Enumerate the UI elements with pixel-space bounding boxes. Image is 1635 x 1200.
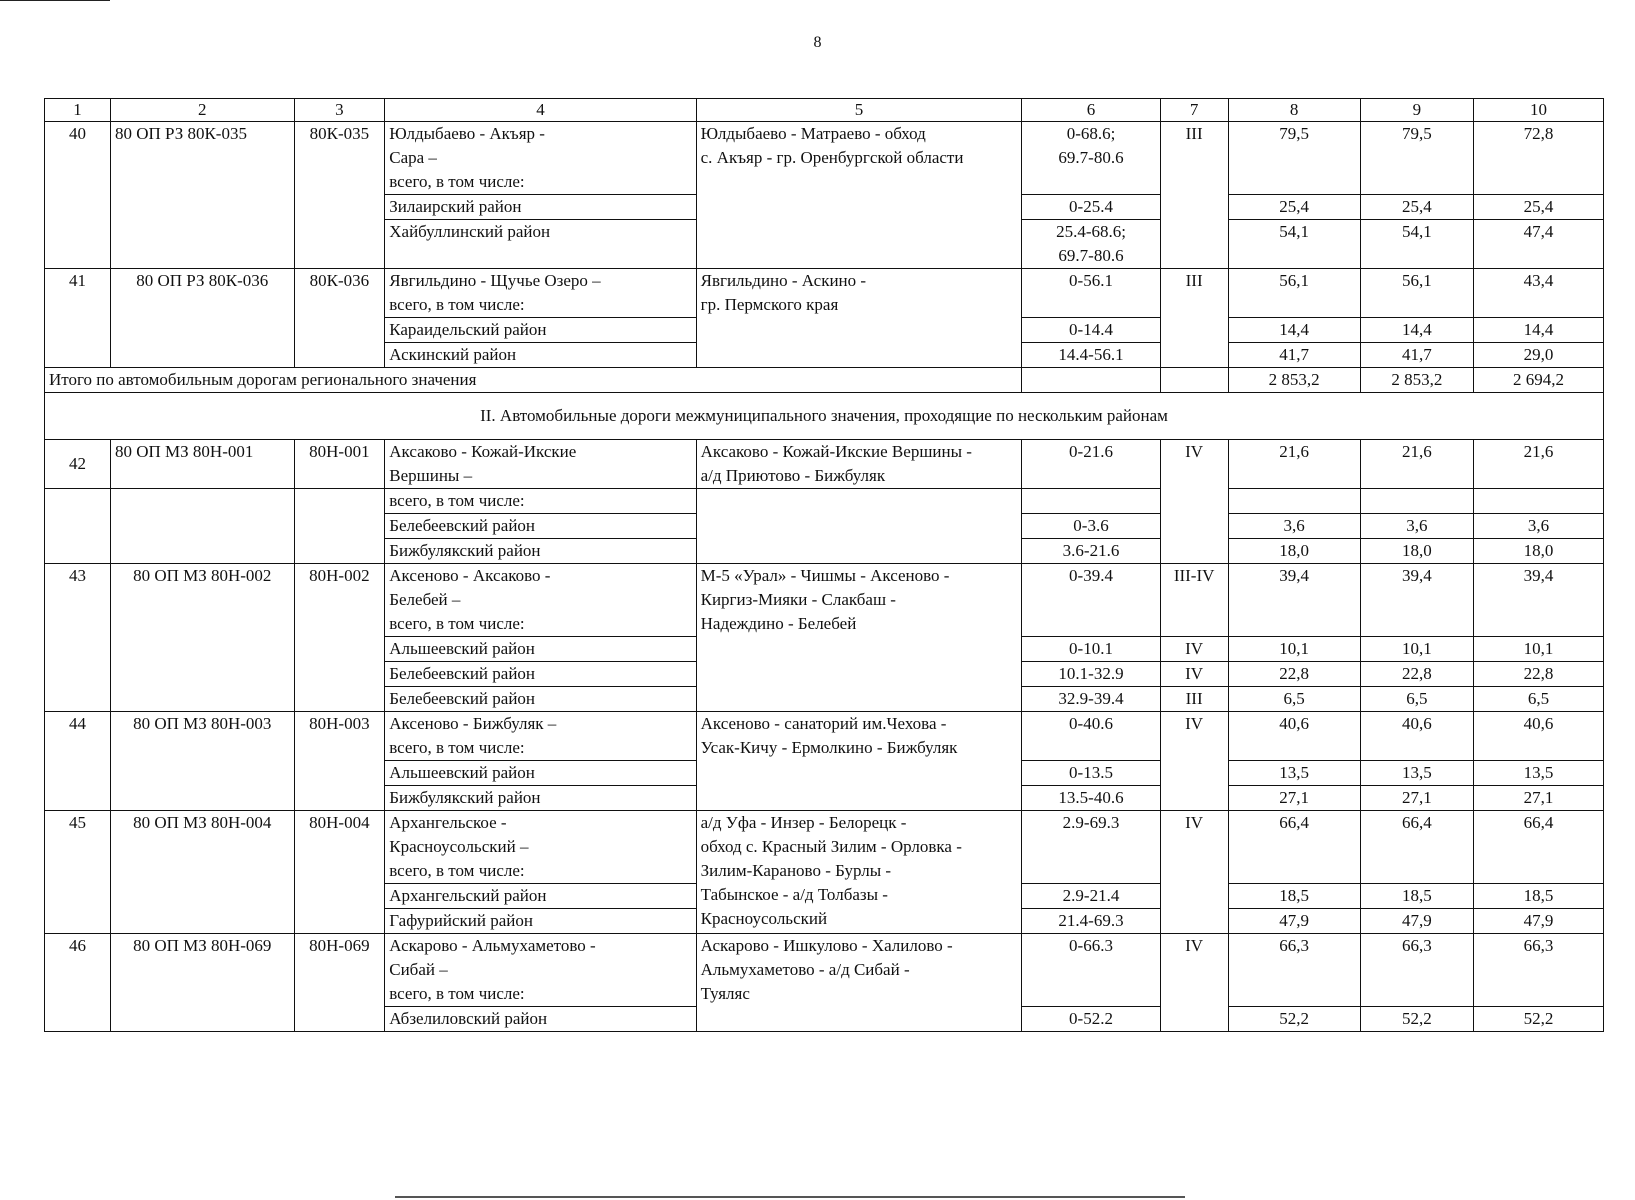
- road-code: 80Н-069: [294, 934, 385, 1032]
- district-col9: 14,4: [1360, 318, 1473, 343]
- district-col8: 47,9: [1228, 909, 1360, 934]
- district-name: Альшеевский район: [385, 761, 696, 786]
- district-col8: 14,4: [1228, 318, 1360, 343]
- district-name: Белебеевский район: [385, 514, 696, 539]
- district-col9: 27,1: [1360, 786, 1473, 811]
- road-number: 42: [45, 440, 111, 489]
- header-cell: 10: [1474, 99, 1604, 122]
- district-km: 2.9-21.4: [1022, 884, 1160, 909]
- district-col10: 18,5: [1474, 884, 1604, 909]
- length-col9: 21,6: [1360, 440, 1473, 489]
- road-km: 0-39.4: [1022, 564, 1160, 637]
- section-row: [45, 393, 1604, 440]
- district-col8: 54,1: [1228, 220, 1360, 269]
- empty-cell: [1474, 489, 1604, 514]
- section-heading: II. Автомобильные дороги межмуниципального значения, проходящие по нескольким районам: [45, 393, 1604, 440]
- table-row: [45, 440, 1604, 489]
- total-col8: 2 853,2: [1228, 368, 1360, 393]
- district-km: 0-3.6: [1022, 514, 1160, 539]
- length-col9: 40,6: [1360, 712, 1473, 761]
- district-col9: 47,9: [1360, 909, 1473, 934]
- length-total: 40,6: [1228, 712, 1360, 761]
- district-km: 13.5-40.6: [1022, 786, 1160, 811]
- total-col9: 2 853,2: [1360, 368, 1473, 393]
- road-number: 45: [45, 811, 111, 934]
- road-name: Архангельское - Красноусольский – всего, в том числе:: [385, 811, 696, 884]
- empty-cell: [1228, 489, 1360, 514]
- road-km: 2.9-69.3: [1022, 811, 1160, 884]
- district-col8: 10,1: [1228, 637, 1360, 662]
- length-col9: 79,5: [1360, 122, 1473, 195]
- district-name: Альшеевский район: [385, 637, 696, 662]
- district-col8: 18,0: [1228, 539, 1360, 564]
- district-col9: 52,2: [1360, 1007, 1473, 1032]
- header-cell: 3: [294, 99, 385, 122]
- district-km: 25.4-68.6; 69.7-80.6: [1022, 220, 1160, 269]
- district-km: 0-10.1: [1022, 637, 1160, 662]
- total-row: [45, 368, 1604, 393]
- district-name: Белебеевский район: [385, 687, 696, 712]
- length-col10: 39,4: [1474, 564, 1604, 637]
- total-label: Итого по автомобильным дорогам регионального значения: [45, 368, 1022, 393]
- road-code: 80Н-003: [294, 712, 385, 811]
- length-total: 79,5: [1228, 122, 1360, 195]
- district-name: Караидельский район: [385, 318, 696, 343]
- district-col8: 52,2: [1228, 1007, 1360, 1032]
- length-col10: 21,6: [1474, 440, 1604, 489]
- road-registry-id: 80 ОП МЗ 80Н-004: [110, 811, 294, 934]
- district-col8: 13,5: [1228, 761, 1360, 786]
- district-col10: 14,4: [1474, 318, 1604, 343]
- page-number: 8: [813, 34, 822, 51]
- district-name: Хайбуллинский район: [385, 220, 696, 269]
- length-total: 66,4: [1228, 811, 1360, 884]
- district-col10: 6,5: [1474, 687, 1604, 712]
- district-km: 21.4-69.3: [1022, 909, 1160, 934]
- road-number: 44: [45, 712, 111, 811]
- road-code: 80Н-002: [294, 564, 385, 712]
- length-col10: 72,8: [1474, 122, 1604, 195]
- district-km: 0-13.5: [1022, 761, 1160, 786]
- length-col10: 40,6: [1474, 712, 1604, 761]
- road-category: IV: [1160, 934, 1228, 1032]
- empty-cell: [110, 489, 294, 564]
- district-col9: 10,1: [1360, 637, 1473, 662]
- road-km: 0-40.6: [1022, 712, 1160, 761]
- length-col9: 66,4: [1360, 811, 1473, 884]
- road-km: 0-66.3: [1022, 934, 1160, 1007]
- header-cell: 6: [1022, 99, 1160, 122]
- district-col8: 6,5: [1228, 687, 1360, 712]
- district-name: Бижбулякский район: [385, 786, 696, 811]
- district-km: 3.6-21.6: [1022, 539, 1160, 564]
- empty-cell: [1160, 368, 1228, 393]
- district-col10: 10,1: [1474, 637, 1604, 662]
- district-col8: 18,5: [1228, 884, 1360, 909]
- district-name: Абзелиловский район: [385, 1007, 696, 1032]
- road-category: IV: [1160, 440, 1228, 564]
- header-cell: 5: [696, 99, 1022, 122]
- road-km: 0-21.6: [1022, 440, 1160, 489]
- header-cell: 1: [45, 99, 111, 122]
- length-total: 21,6: [1228, 440, 1360, 489]
- road-km: 0-56.1: [1022, 269, 1160, 318]
- road-category: III: [1160, 122, 1228, 269]
- road-registry-id: 80 ОП МЗ 80Н-003: [110, 712, 294, 811]
- district-name: Белебеевский район: [385, 662, 696, 687]
- road-km: 0-68.6; 69.7-80.6: [1022, 122, 1160, 195]
- road-number: 40: [45, 122, 111, 269]
- district-km: 32.9-39.4: [1022, 687, 1160, 712]
- empty-cell: [45, 489, 111, 564]
- road-name-continuation: всего, в том числе:: [385, 489, 696, 514]
- length-total: 56,1: [1228, 269, 1360, 318]
- district-col8: 27,1: [1228, 786, 1360, 811]
- bottom-edge-rule: [395, 1196, 1185, 1198]
- district-name: Гафурийский район: [385, 909, 696, 934]
- length-total: 66,3: [1228, 934, 1360, 1007]
- header-row: [45, 99, 1604, 122]
- road-route: Юлдыбаево - Матраево - обход с. Акъяр - гр. Оренбургской области: [696, 122, 1022, 269]
- district-col9: 25,4: [1360, 195, 1473, 220]
- district-name: Зилаирский район: [385, 195, 696, 220]
- district-col10: 22,8: [1474, 662, 1604, 687]
- header-cell: 9: [1360, 99, 1473, 122]
- empty-cell: [294, 489, 385, 564]
- district-col9: 54,1: [1360, 220, 1473, 269]
- length-col9: 39,4: [1360, 564, 1473, 637]
- road-category: IV: [1160, 712, 1228, 811]
- district-name: Бижбулякский район: [385, 539, 696, 564]
- road-code: 80К-036: [294, 269, 385, 368]
- district-name: Аскинский район: [385, 343, 696, 368]
- district-category: III: [1160, 687, 1228, 712]
- road-code: 80Н-004: [294, 811, 385, 934]
- road-code: 80Н-001: [294, 440, 385, 489]
- district-col10: 29,0: [1474, 343, 1604, 368]
- district-col9: 18,0: [1360, 539, 1473, 564]
- district-col10: 13,5: [1474, 761, 1604, 786]
- table-row: [45, 712, 1604, 761]
- district-km: 14.4-56.1: [1022, 343, 1160, 368]
- district-col10: 27,1: [1474, 786, 1604, 811]
- roads-table: [44, 98, 1604, 1032]
- district-col10: 47,9: [1474, 909, 1604, 934]
- district-name: Архангельский район: [385, 884, 696, 909]
- road-route: Аксеново - санаторий им.Чехова - Усак-Кичу - Ермолкино - Бижбуляк: [696, 712, 1022, 811]
- district-col10: 3,6: [1474, 514, 1604, 539]
- length-col9: 66,3: [1360, 934, 1473, 1007]
- empty-cell: [696, 489, 1022, 564]
- road-name: Аскарово - Альмухаметово - Сибай – всего, в том числе:: [385, 934, 696, 1007]
- header-cell: 4: [385, 99, 696, 122]
- district-category: IV: [1160, 637, 1228, 662]
- road-route: Аксаково - Кожай-Икские Вершины - а/д Приютово - Бижбуляк: [696, 440, 1022, 489]
- road-number: 41: [45, 269, 111, 368]
- header-cell: 8: [1228, 99, 1360, 122]
- header-cell: 2: [110, 99, 294, 122]
- road-route: М-5 «Урал» - Чишмы - Аксеново - Киргиз-Мияки - Слакбаш - Надеждино - Белебей: [696, 564, 1022, 712]
- road-registry-id: 80 ОП РЗ 80К-036: [110, 269, 294, 368]
- road-category: III: [1160, 269, 1228, 368]
- total-col10: 2 694,2: [1474, 368, 1604, 393]
- district-col9: 13,5: [1360, 761, 1473, 786]
- table-row: [45, 934, 1604, 1007]
- district-category: IV: [1160, 662, 1228, 687]
- road-code: 80К-035: [294, 122, 385, 269]
- district-col10: 18,0: [1474, 539, 1604, 564]
- district-col9: 22,8: [1360, 662, 1473, 687]
- road-number: 46: [45, 934, 111, 1032]
- road-route: Аскарово - Ишкулово - Халилово - Альмухаметово - а/д Сибай - Туяляс: [696, 934, 1022, 1032]
- district-km: 0-52.2: [1022, 1007, 1160, 1032]
- district-col9: 3,6: [1360, 514, 1473, 539]
- empty-cell: [1022, 489, 1160, 514]
- district-col9: 41,7: [1360, 343, 1473, 368]
- district-col10: 47,4: [1474, 220, 1604, 269]
- road-route: Явгильдино - Аскино - гр. Пермского края: [696, 269, 1022, 368]
- road-route: а/д Уфа - Инзер - Белорецк - обход с. Красный Зилим - Орловка - Зилим-Караново - Бурлы - Табынское - а/д Толбазы - Красноусольский: [696, 811, 1022, 934]
- road-name: Юлдыбаево - Акъяр - Сара – всего, в том числе:: [385, 122, 696, 195]
- table-row: [45, 269, 1604, 318]
- road-registry-id: 80 ОП РЗ 80К-035: [110, 122, 294, 269]
- table-row: [45, 564, 1604, 637]
- district-col8: 41,7: [1228, 343, 1360, 368]
- road-registry-id: 80 ОП МЗ 80Н-001: [110, 440, 294, 489]
- table-row: [45, 122, 1604, 195]
- table-row: [45, 489, 1604, 514]
- district-col9: 6,5: [1360, 687, 1473, 712]
- district-km: 10.1-32.9: [1022, 662, 1160, 687]
- road-category: IV: [1160, 811, 1228, 934]
- road-number: 43: [45, 564, 111, 712]
- road-registry-id: 80 ОП МЗ 80Н-002: [110, 564, 294, 712]
- header-cell: 7: [1160, 99, 1228, 122]
- length-col9: 56,1: [1360, 269, 1473, 318]
- district-col8: 25,4: [1228, 195, 1360, 220]
- empty-cell: [1360, 489, 1473, 514]
- district-km: 0-14.4: [1022, 318, 1160, 343]
- length-col10: 66,4: [1474, 811, 1604, 884]
- top-edge-rule: [0, 0, 110, 1]
- length-total: 39,4: [1228, 564, 1360, 637]
- road-name: Явгильдино - Щучье Озеро – всего, в том числе:: [385, 269, 696, 318]
- road-name: Аксеново - Аксаково - Белебей – всего, в том числе:: [385, 564, 696, 637]
- road-name: Аксаково - Кожай-Икские Вершины –: [385, 440, 696, 489]
- length-col10: 43,4: [1474, 269, 1604, 318]
- district-col10: 52,2: [1474, 1007, 1604, 1032]
- road-registry-id: 80 ОП МЗ 80Н-069: [110, 934, 294, 1032]
- empty-cell: [1022, 368, 1160, 393]
- district-col9: 18,5: [1360, 884, 1473, 909]
- district-col8: 22,8: [1228, 662, 1360, 687]
- road-category: III-IV: [1160, 564, 1228, 637]
- district-km: 0-25.4: [1022, 195, 1160, 220]
- length-col10: 66,3: [1474, 934, 1604, 1007]
- district-col10: 25,4: [1474, 195, 1604, 220]
- table-row: [45, 811, 1604, 884]
- district-col8: 3,6: [1228, 514, 1360, 539]
- road-name: Аксеново - Бижбуляк – всего, в том числе:: [385, 712, 696, 761]
